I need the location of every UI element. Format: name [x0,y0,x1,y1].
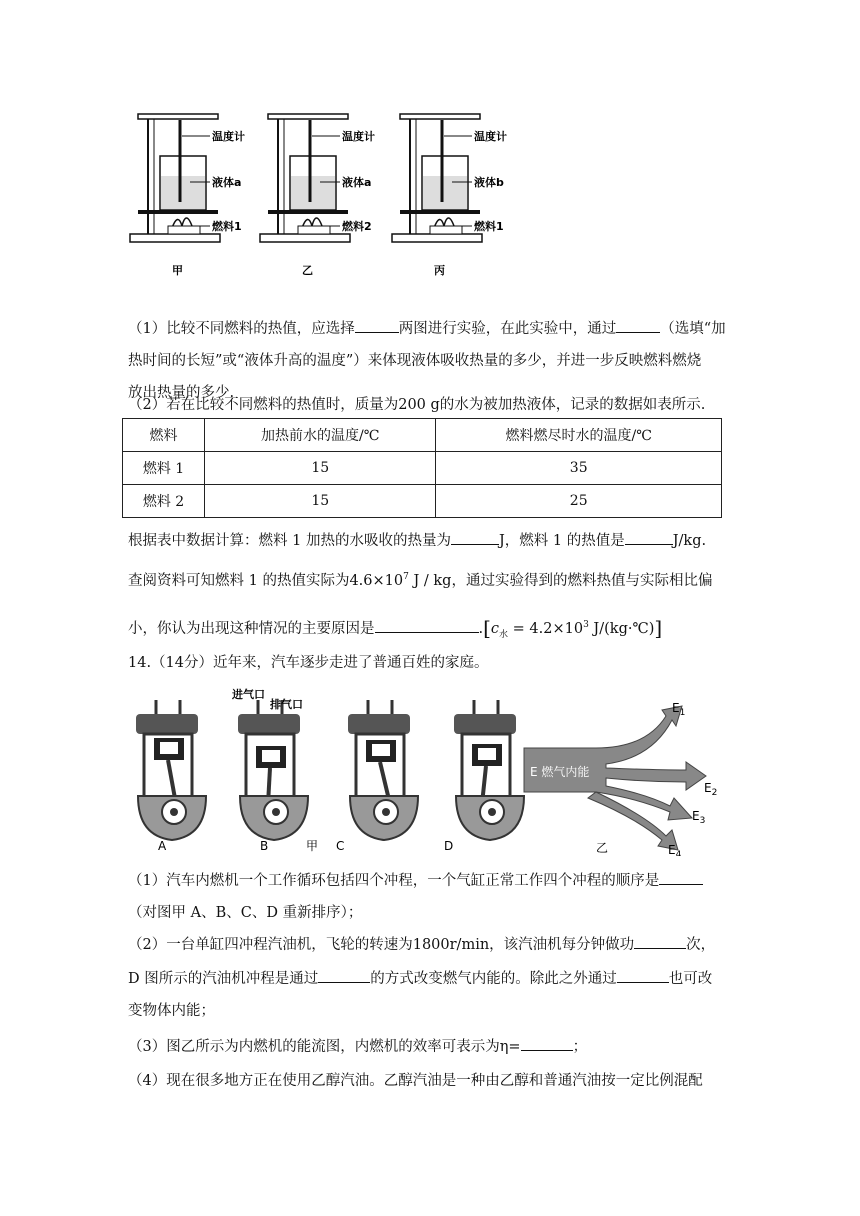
caption-bing: 丙 [434,264,445,277]
label-thermometer-yi: 温度计 [342,130,375,143]
calc-line-1: 根据表中数据计算：燃料 1 加热的水吸收的热量为 J，燃料 1 的热值是 J/kg. [128,530,728,553]
label-liquid-a-jia: 液体a [212,176,242,189]
engine-stroke-a [136,700,206,840]
label-energy: E 燃气内能 [530,765,590,779]
label-e2: $E_2$ [704,781,718,798]
table-header: 燃料燃尽时水的温度/℃ [436,419,722,452]
answer-blank[interactable] [375,618,479,633]
label-d: D [444,839,454,853]
table-row: 燃料 1 15 35 [123,452,722,485]
label-a: A [158,839,167,853]
label-e3: $E_3$ [692,809,706,826]
question-14-part-3: （3）图乙所示为内燃机的能流图，内燃机的效率可表示为η= ； [128,1036,728,1059]
engine-stroke-d [454,700,524,840]
label-b: B [260,839,269,853]
table-header: 加热前水的温度/℃ [205,419,436,452]
answer-blank[interactable] [634,934,686,949]
question-14-part-4: （4）现在很多地方正在使用乙醇汽油。乙醇汽油是一种由乙醇和普通汽油按一定比例混配 [128,1073,703,1089]
label-thermometer-jia: 温度计 [212,130,245,143]
caption-jia: 甲 [172,264,183,277]
answer-blank[interactable] [617,968,669,983]
engine-stroke-c [348,700,418,840]
calc-line-2: 查阅资料可知燃料 1 的热值实际为$4.6\times 10^7$ J / kg，通过实验得到的燃料热值与实际相比偏 [128,572,713,589]
heating-apparatus-figure [128,106,528,282]
label-e4: $E_4$ [668,843,682,856]
label-liquid-b-bing: 液体b [474,176,504,189]
question-14-part-1-line2: （对图甲 A、B、C、D 重新排序）； [128,905,363,921]
caption-yi: 乙 [302,264,313,277]
apparatus-jia [130,114,245,277]
label-fuel1-jia: 燃料1 [212,220,242,233]
label-thermometer-bing: 温度计 [474,130,507,143]
answer-blank[interactable] [625,530,673,545]
answer-blank[interactable] [451,530,499,545]
question-13-part-2: （2）若在比较不同燃料的热值时，质量为200 g的水为被加热液体，记录的数据如表所示. [128,397,706,413]
question-14-intro: 14.（14分）近年来，汽车逐步走进了普通百姓的家庭。 [128,655,489,671]
calc-line-3: 小，你认为出现这种情况的主要原因是 $.[c_水 = 4.2\times 10^3$ J/(kg·℃)] [128,616,663,640]
question-14-part-2-line3: 变物体内能； [128,1003,215,1019]
answer-blank[interactable] [355,318,399,333]
energy-flow-diagram [524,701,717,856]
question-14-part-1: （1）汽车内燃机一个工作循环包括四个冲程，一个气缸正常工作四个冲程的顺序是 [128,870,728,893]
question-13-part-1: （1）比较不同燃料的热值，应选择 两图进行实验，在此实验中，通过 （选填“加 [128,318,728,341]
label-yi: 乙 [596,841,609,855]
engine-figure [126,686,726,856]
question-13-part-1-line2: 热时间的长短”或“液体升高的温度”）来体现液体吸收热量的多少，并进一步反映燃料燃烧 [128,353,702,369]
answer-blank[interactable] [318,968,370,983]
answer-blank[interactable] [521,1036,573,1051]
label-fuel1-bing: 燃料1 [474,220,504,233]
data-table [122,418,722,518]
table-header: 燃料 [123,419,205,452]
label-c: C [336,839,345,853]
answer-blank[interactable] [659,870,703,885]
question-13-part-1-line3: 放出热量的多少. [128,385,235,401]
label-exhaust: 排气口 [270,698,303,711]
table-header-row [123,419,722,452]
label-jia: 甲 [306,839,319,853]
label-intake: 进气口 [232,688,265,701]
apparatus-yi [260,114,375,277]
question-14-part-2-line2: D 图所示的汽油机冲程是通过 的方式改变燃气内能的。除此之外通过 也可改 [128,968,728,991]
apparatus-bing [392,114,507,277]
table-row: 燃料 2 15 25 [123,485,722,518]
answer-blank[interactable] [616,318,660,333]
label-liquid-a-yi: 液体a [342,176,372,189]
label-fuel2-yi: 燃料2 [342,220,372,233]
engine-stroke-b [231,687,308,840]
question-14-part-2: （2）一台单缸四冲程汽油机，飞轮的转速为1800r/min，该汽油机每分钟做功 次， [128,934,728,957]
label-e1: $E_1$ [672,701,686,718]
